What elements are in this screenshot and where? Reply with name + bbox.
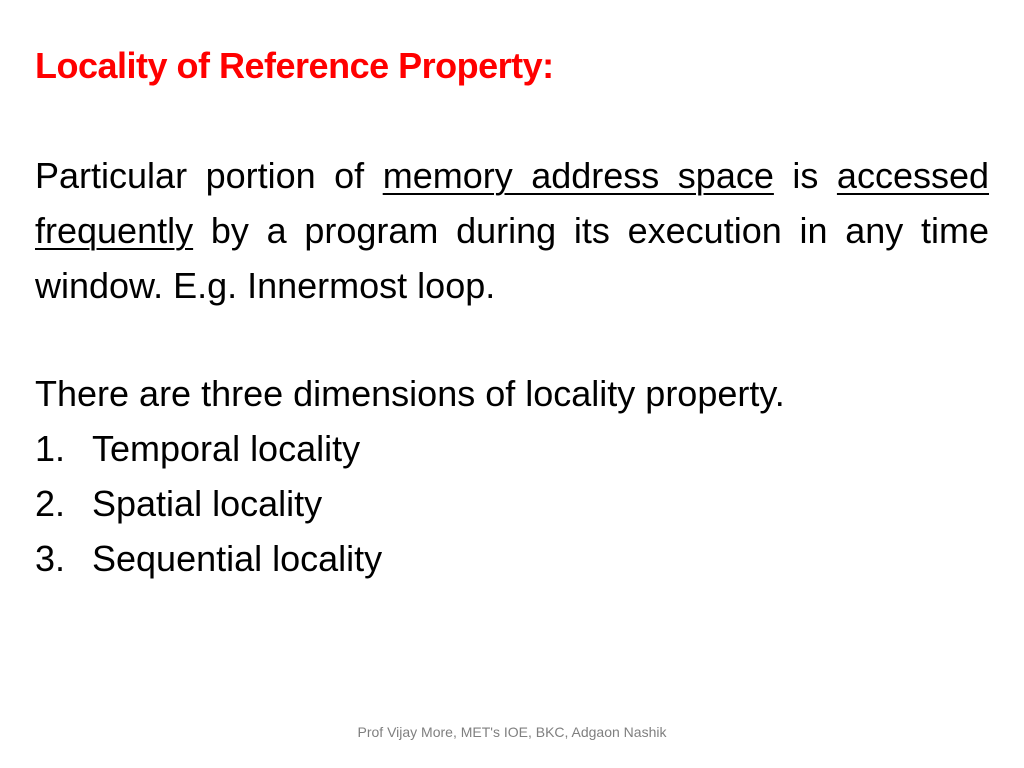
- list-item-number: 2.: [35, 483, 66, 524]
- slide-title: Locality of Reference Property:: [35, 45, 554, 86]
- paragraph-text-1: Particular portion of: [35, 155, 383, 196]
- paragraph-text-2: is: [773, 155, 837, 196]
- paragraph-text-3: by a program during its execution in any time window. E.g. Innermost loop.: [35, 210, 989, 306]
- locality-list: [35, 421, 382, 586]
- list-item-text: Temporal locality: [92, 428, 361, 469]
- list-item: [35, 421, 382, 476]
- list-item: [35, 531, 382, 586]
- list-item-number: 1.: [35, 428, 66, 469]
- list-item-text: Spatial locality: [92, 483, 323, 524]
- definition-paragraph: [35, 148, 989, 313]
- underlined-term-accessed-frequently: accessed frequently: [35, 155, 990, 251]
- list-item-number: 3.: [35, 538, 66, 579]
- list-item: [35, 476, 382, 531]
- underlined-term-memory-address-space: memory address space: [382, 155, 774, 196]
- list-item-text: Sequential locality: [92, 538, 383, 579]
- slide-footer: Prof Vijay More, MET's IOE, BKC, Adgaon Nashik: [357, 724, 667, 740]
- dimensions-intro: There are three dimensions of locality property.: [35, 373, 785, 414]
